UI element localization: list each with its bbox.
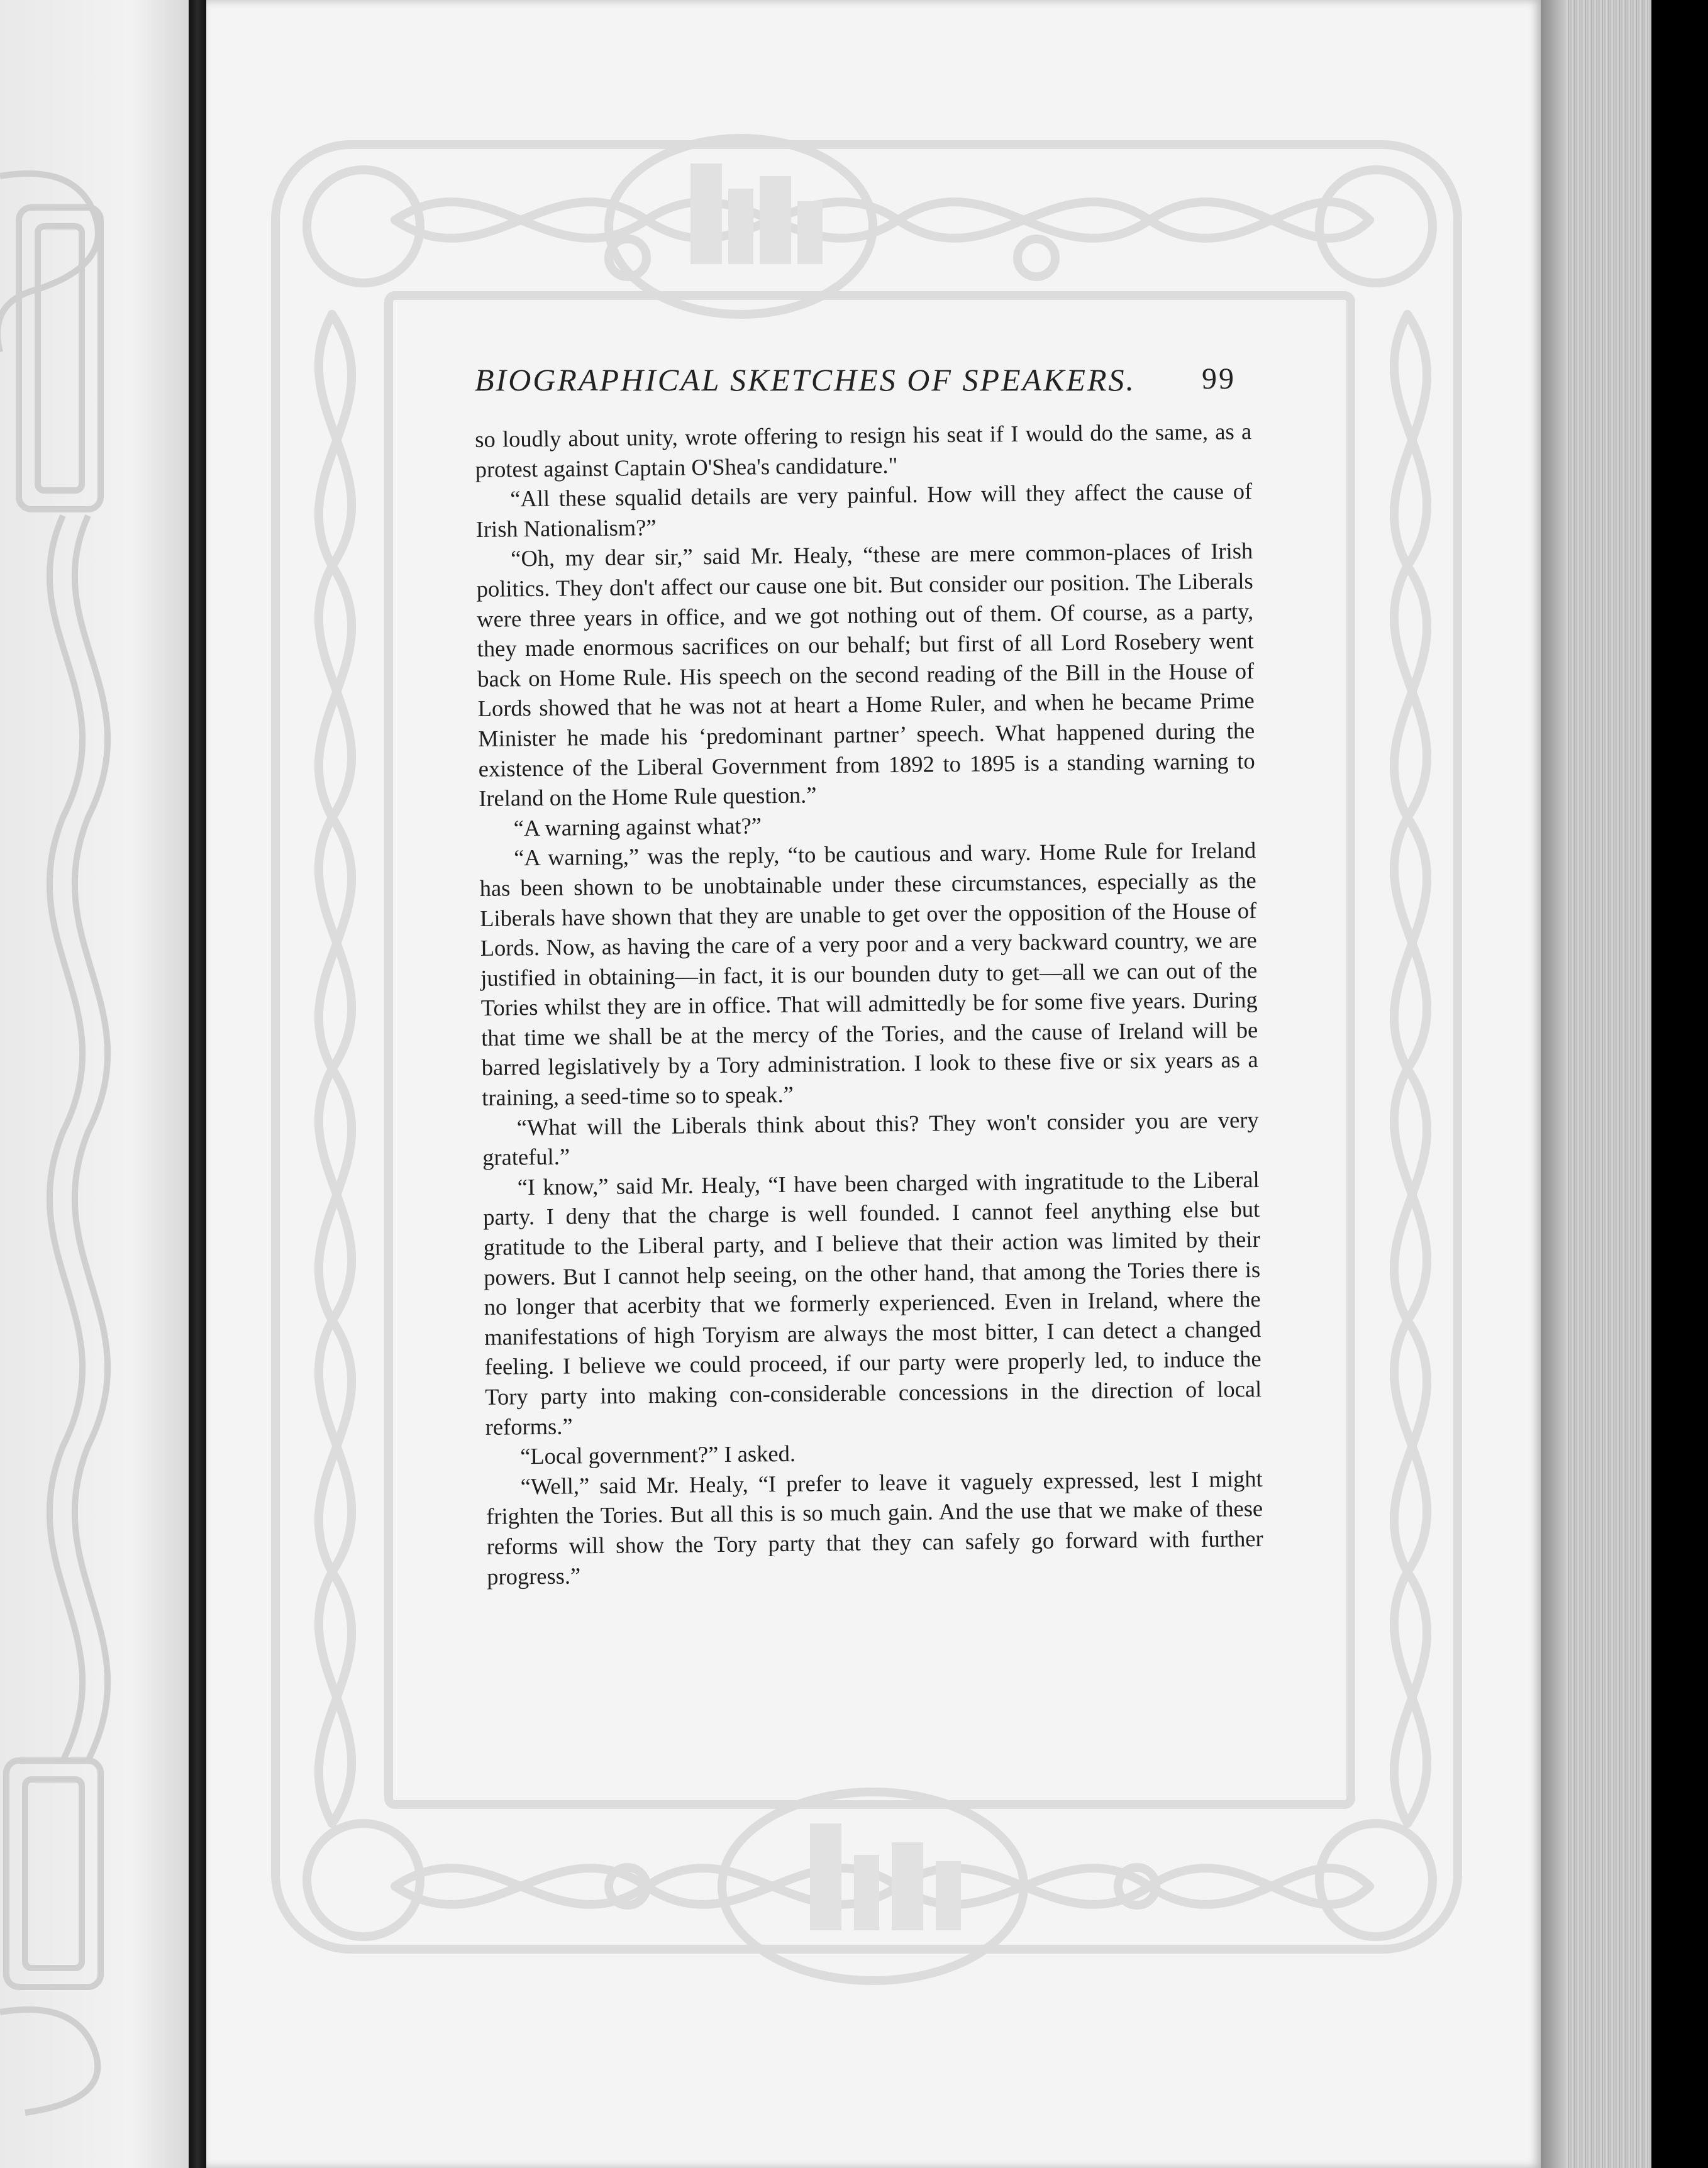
background-shadow bbox=[1651, 0, 1708, 2168]
paragraph: “All these squalid details are very painful. How will they affect the cause of Irish Nationalism?” bbox=[475, 478, 1253, 542]
page-number: 99 bbox=[1202, 362, 1236, 395]
paragraph: “I know,” said Mr. Healy, “I have been charged with ingratitude to the Liberal party. I deny that the charge is well founded. I cannot feel anything else but gratitude to the Liberal party, and I believe that their action was limited by their powers. But I cannot help seeing, on the other hand, that among the Tories there is no longer that acerbity that we formerly experienced. Even in Ireland, where the manifestations of high Toryism are always the most bitter, I can detect a changed feeling. I believe we could proceed, if our party were properly led, to induce the Tory party into making con-considerable concessions in the direction of local reforms.” bbox=[482, 1166, 1262, 1440]
facing-page-celtic-border bbox=[0, 0, 189, 2168]
book-gutter bbox=[189, 0, 206, 2168]
body-text bbox=[475, 416, 1263, 1591]
running-head bbox=[475, 362, 1255, 406]
paragraph: “What will the Liberals think about this? They won't consider you are very grateful.” bbox=[482, 1106, 1259, 1171]
page-edge-band bbox=[1541, 0, 1566, 2168]
page-edges bbox=[1541, 0, 1708, 2168]
paragraph: “Local government?” I asked. bbox=[519, 1440, 796, 1469]
paragraph: so loudly about unity, wrote offering to resign his seat if I would do the same, as a protest against Captain O'Shea's candidature." bbox=[475, 418, 1252, 482]
paragraph: “A warning,” was the reply, “to be cautious and wary. Home Rule for Ireland has been shown to be unobtainable under these circumstances, especially as the Liberals have shown that they are unable to get over the opposition of the House of Lords. Now, as having the care of a very poor and a very backward country, we are justified in obtaining—in fact, it is our bounden duty to get—all we can out of the Tories whilst they are in office. That will admittedly be for some five years. During that time we shall be at the mercy of the Tories, and the cause of Ireland will be barred legislatively by a Tory administration. I look to these five or six years as a training, a seed-time so to speak.” bbox=[479, 837, 1258, 1111]
paragraph: “Well,” said Mr. Healy, “I prefer to leave it vaguely expressed, lest I might frighten the Tories. But all this is so much gain. And the use that we make of these reforms will show the Tory party that they can safely go forward with further progress.” bbox=[485, 1465, 1263, 1590]
running-head-title: BIOGRAPHICAL SKETCHES OF SPEAKERS. bbox=[475, 362, 1136, 397]
facing-page bbox=[0, 0, 189, 2168]
book-page bbox=[206, 0, 1541, 2168]
paragraph: “A warning against what?” bbox=[513, 812, 762, 841]
paragraph: “Oh, my dear sir,” said Mr. Healy, “these are mere common-places of Irish politics. They don't affect our cause one bit. But consider our position. The Liberals were three years in office, and we got nothing out of them. Of course, as a party, they made enormous sacrifices on our behalf; but first of all Lord Rosebery went back on Home Rule. His speech on the second reading of the Bill in the House of Lords showed that he was not at heart a Home Ruler, and when he became Prime Minister he made his ‘predominant partner’ speech. What happened during the existence of the Liberal Government from 1892 to 1895 is a standing warning to Ireland on the Home Rule question.” bbox=[476, 538, 1255, 812]
